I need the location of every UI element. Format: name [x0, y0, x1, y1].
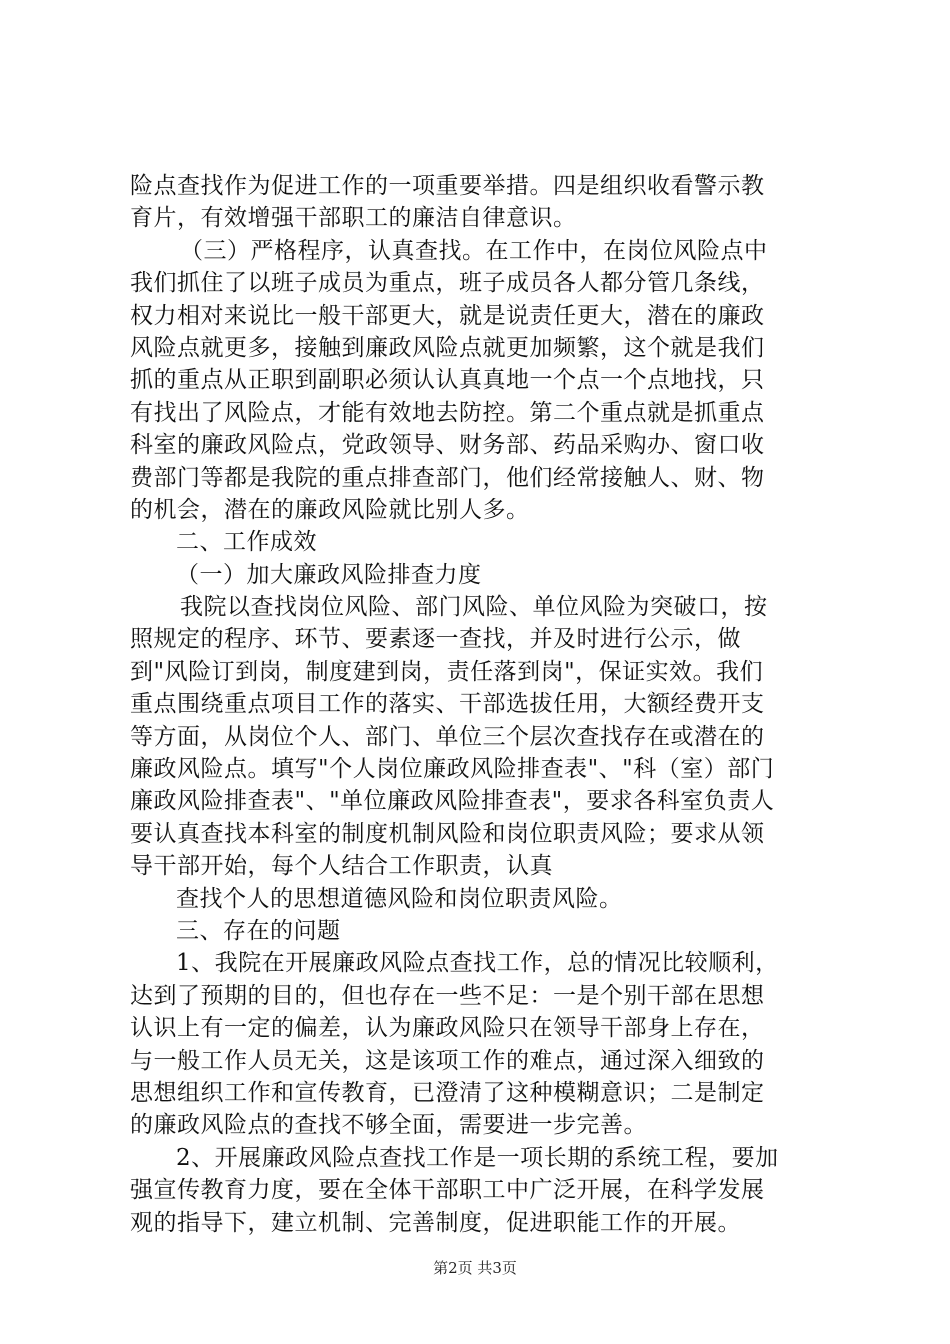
- text-line: 1、我院在开展廉政风险点查找工作，总的情况比较顺利，: [176, 950, 779, 977]
- text-line: 观的指导下，建立机制、完善制度，促进职能工作的开展。: [130, 1209, 741, 1236]
- text-line: 育片，有效增强干部职工的廉洁自律意识。: [130, 205, 577, 232]
- text-line: 三、存在的问题: [176, 917, 341, 944]
- text-line: 有找出了风险点，才能有效地去防控。第二个重点就是抓重点: [130, 399, 765, 426]
- document-body: [130, 170, 830, 1239]
- text-line: 导干部开始，每个人结合工作职责，认真: [130, 853, 553, 880]
- text-line: 险点查找作为促进工作的一项重要举措。四是组织收看警示教: [130, 173, 765, 199]
- page-number-footer: 第2页 共3页: [433, 1259, 517, 1277]
- text-line: 与一般工作人员无关，这是该项工作的难点，通过深入细致的: [130, 1047, 765, 1074]
- text-line: 等方面，从岗位个人、部门、单位三个层次查找存在或潜在的: [130, 723, 765, 750]
- text-line: 照规定的程序、环节、要素逐一查找，并及时进行公示，做: [130, 626, 741, 653]
- text-line: （三）严格程序，认真查找。在工作中，在岗位风险点中: [180, 237, 768, 264]
- text-line: 费部门等都是我院的重点排查部门，他们经常接触人、财、物: [130, 464, 765, 491]
- text-line: 2、开展廉政风险点查找工作是一项长期的系统工程，要加: [176, 1144, 779, 1171]
- text-line: 要认真查找本科室的制度机制风险和岗位职责风险；要求从领: [130, 820, 765, 847]
- text-line: （一）加大廉政风险排查力度: [176, 561, 482, 588]
- text-line: 我院以查找岗位风险、部门风险、单位风险为突破口，按: [180, 594, 768, 621]
- text-line: 重点围绕重点项目工作的落实、干部选拔任用，大额经费开支: [130, 691, 765, 718]
- text-line: 强宣传教育力度，要在全体干部职工中广泛开展，在科学发展: [130, 1177, 765, 1204]
- text-line: 认识上有一定的偏差，认为廉政风险只在领导干部身上存在，: [130, 1015, 765, 1042]
- text-line: 科室的廉政风险点，党政领导、财务部、药品采购办、窗口收: [130, 432, 765, 459]
- text-line: 权力相对来说比一般干部更大，就是说责任更大，潜在的廉政: [130, 302, 765, 329]
- text-line: 风险点就更多，接触到廉政风险点就更加频繁，这个就是我们: [130, 334, 765, 361]
- text-line: 到"风险订到岗，制度建到岗，责任落到岗"，保证实效。我们: [130, 658, 764, 685]
- text-line: 的廉政风险点的查找不够全面，需要进一步完善。: [130, 1112, 647, 1139]
- text-line: 的机会，潜在的廉政风险就比别人多。: [130, 496, 530, 523]
- text-line: 廉政风险排查表"、"单位廉政风险排查表"，要求各科室负责人: [130, 788, 775, 815]
- text-line: 廉政风险点。填写"个人岗位廉政风险排查表"、"科（室）部门: [130, 756, 775, 783]
- text-line: 查找个人的思想道德风险和岗位职责风险。: [176, 885, 623, 912]
- text-line: 我们抓住了以班子成员为重点，班子成员各人都分管几条线，: [130, 270, 765, 297]
- text-line: 达到了预期的目的，但也存在一些不足：一是个别干部在思想: [130, 982, 765, 1009]
- text-line: 思想组织工作和宣传教育，已澄清了这种模糊意识；二是制定: [130, 1079, 765, 1106]
- text-line: 抓的重点从正职到副职必须认认真真地一个点一个点地找，只: [130, 367, 765, 394]
- text-line: 二、工作成效: [176, 529, 317, 556]
